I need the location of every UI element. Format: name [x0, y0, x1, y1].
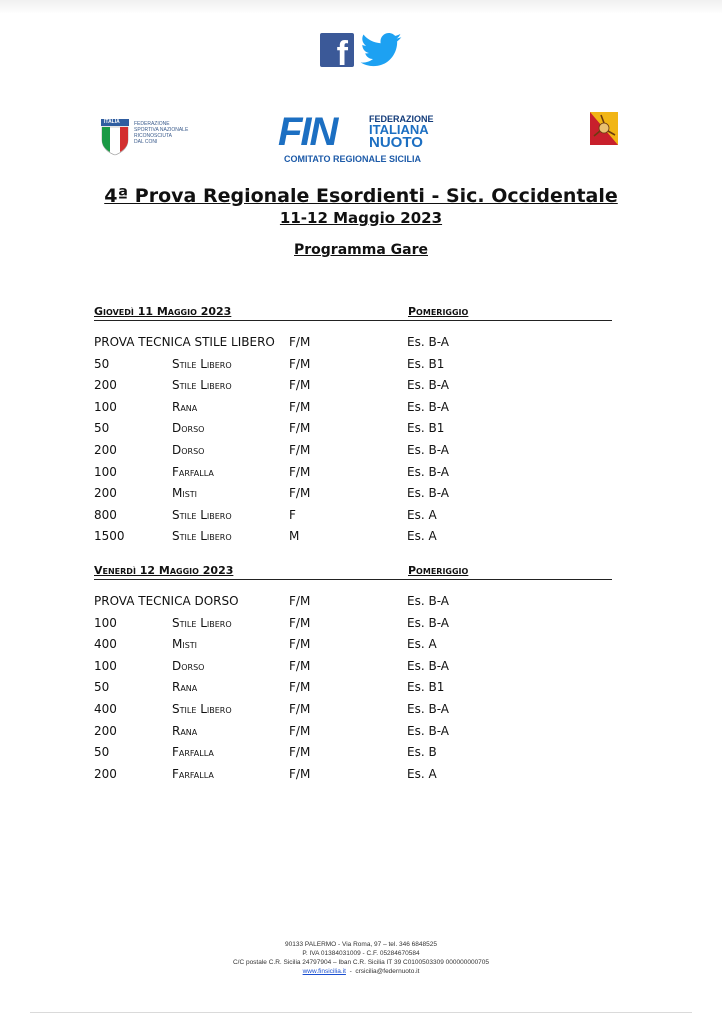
event-category: Es. B-A — [407, 464, 449, 479]
event-sex: F/M — [289, 615, 311, 630]
event-row — [94, 594, 612, 612]
event-row — [94, 745, 612, 763]
event-category: Es. B — [407, 745, 437, 760]
event-distance: 400 — [94, 702, 117, 716]
footer-contacts — [0, 967, 722, 976]
event-style: Stile Libero — [172, 702, 232, 716]
event-category: Es. B-A — [407, 594, 449, 608]
event-distance: 800 — [94, 507, 117, 522]
page-title: 4ª Prova Regionale Esordienti - Sic. Occidentale — [104, 185, 618, 207]
event-category: Es. B-A — [407, 702, 449, 716]
event-distance: 100 — [94, 658, 117, 673]
event-dates: 11-12 Maggio 2023 — [279, 209, 443, 227]
event-row — [94, 616, 612, 634]
coni-text: FEDERAZIONE SPORTIVA NAZIONALE RICONOSCIUTA DAL CONI — [134, 121, 189, 145]
footer-address: 90133 PALERMO - Via Roma, 97 – tel. 346 6848525 — [285, 941, 437, 948]
fin-committee: COMITATO REGIONALE SICILIA — [284, 154, 421, 164]
event-category: Es. A — [407, 507, 437, 522]
event-distance: 200 — [94, 486, 117, 501]
event-distance: 200 — [94, 378, 117, 393]
event-category: Es. B-A — [407, 615, 449, 630]
event-name: PROVA TECNICA STILE LIBERO — [94, 335, 275, 349]
event-sex: F/M — [289, 464, 311, 479]
event-row — [94, 421, 612, 439]
event-style: Stile Libero — [172, 615, 232, 630]
event-sex: F/M — [289, 335, 311, 349]
event-sex: F/M — [289, 723, 311, 738]
day-header — [94, 564, 612, 580]
event-category: Es. A — [407, 766, 437, 781]
event-sex: F/M — [289, 594, 311, 608]
event-sex: F/M — [289, 486, 311, 501]
event-row — [94, 378, 612, 396]
event-style: Farfalla — [172, 766, 214, 781]
event-category: Es. B-A — [407, 486, 449, 501]
event-style: Misti — [172, 486, 198, 501]
event-category: Es. B-A — [407, 658, 449, 673]
footer — [0, 940, 722, 976]
event-sex: M — [289, 529, 300, 544]
event-sex: F/M — [289, 745, 311, 760]
event-sex: F/M — [289, 637, 311, 652]
event-distance: 200 — [94, 723, 117, 738]
event-distance: 100 — [94, 464, 117, 479]
event-style: Rana — [172, 723, 198, 738]
event-sex: F/M — [289, 378, 311, 393]
event-category: Es. B1 — [407, 356, 445, 371]
event-sex: F/M — [289, 680, 311, 695]
program-subtitle: Programma Gare — [294, 242, 428, 258]
coni-badge: ITALIA — [104, 119, 120, 125]
event-row — [94, 508, 612, 526]
event-row — [94, 637, 612, 655]
top-shadow — [0, 0, 722, 14]
event-row — [94, 659, 612, 677]
event-style: Stile Libero — [172, 378, 232, 393]
event-row — [94, 443, 612, 461]
coni-logo — [100, 118, 210, 158]
event-category: Es. B1 — [407, 680, 445, 695]
event-sex: F/M — [289, 443, 311, 457]
session-label: Pomeriggio — [408, 305, 469, 318]
footer-separator: - — [349, 968, 352, 975]
event-sex: F/M — [289, 399, 311, 414]
event-category: Es. B1 — [407, 421, 445, 436]
event-row — [94, 724, 612, 742]
event-distance: 100 — [94, 615, 117, 630]
event-row — [94, 400, 612, 418]
footer-tax-ids: P. IVA 01384031009 - C.F. 05284670584 — [302, 950, 420, 957]
event-distance: 50 — [94, 356, 110, 371]
social-links — [0, 33, 722, 73]
event-style: Dorso — [172, 658, 205, 673]
event-category: Es. B-A — [407, 443, 449, 457]
day-label: Giovedì 11 Maggio 2023 — [94, 305, 232, 318]
event-distance: 200 — [94, 766, 117, 781]
event-distance: 50 — [94, 421, 110, 436]
event-row — [94, 465, 612, 483]
event-category: Es. B-A — [407, 378, 449, 393]
event-row — [94, 357, 612, 375]
event-row — [94, 486, 612, 504]
event-style: Stile Libero — [172, 507, 232, 522]
event-style: Dorso — [172, 421, 205, 436]
website-link[interactable]: www.finsicilia.it — [302, 968, 346, 975]
event-row — [94, 680, 612, 698]
event-style: Rana — [172, 680, 198, 695]
event-category: Es. B-A — [407, 399, 449, 414]
event-sex: F — [289, 507, 296, 522]
event-distance: 50 — [94, 745, 110, 760]
event-distance: 100 — [94, 399, 117, 414]
event-style: Farfalla — [172, 745, 214, 760]
bottom-divider — [30, 1012, 692, 1013]
event-style: Farfalla — [172, 464, 214, 479]
event-category: Es. B-A — [407, 723, 449, 738]
event-sex: F/M — [289, 658, 311, 673]
facebook-icon[interactable]: f — [320, 33, 354, 67]
event-row — [94, 529, 612, 547]
event-style: Dorso — [172, 443, 205, 457]
fin-logo — [278, 112, 448, 167]
day-label: Venerdì 12 Maggio 2023 — [94, 564, 234, 577]
event-name: PROVA TECNICA DORSO — [94, 594, 239, 608]
email-link[interactable]: crsicilia@federnuoto.it — [355, 968, 420, 975]
event-row — [94, 335, 612, 353]
event-style: Stile Libero — [172, 529, 232, 544]
event-style: Stile Libero — [172, 356, 232, 371]
day-header — [94, 305, 612, 321]
event-distance: 400 — [94, 637, 117, 652]
event-sex: F/M — [289, 421, 311, 436]
trinacria-icon — [589, 111, 619, 145]
event-distance: 50 — [94, 680, 110, 695]
event-distance: 200 — [94, 443, 117, 457]
event-category: Es. A — [407, 529, 437, 544]
event-sex: F/M — [289, 766, 311, 781]
event-style: Misti — [172, 637, 198, 652]
event-sex: F/M — [289, 356, 311, 371]
event-style: Rana — [172, 399, 198, 414]
twitter-icon[interactable] — [360, 33, 402, 67]
event-distance: 1500 — [94, 529, 125, 544]
fin-wordmark: FIN — [278, 110, 337, 154]
event-row — [94, 702, 612, 720]
event-category: Es. B-A — [407, 335, 449, 349]
session-label: Pomeriggio — [408, 564, 469, 577]
event-category: Es. A — [407, 637, 437, 652]
event-sex: F/M — [289, 702, 311, 716]
fin-federation-name: FEDERAZIONE ITALIANA NUOTO — [369, 114, 434, 151]
footer-bank: C/C postale C.R. Sicilia 24797904 – Iban C.R. Sicilia IT 39 C0100503309 000000000705 — [232, 959, 490, 966]
event-row — [94, 767, 612, 785]
